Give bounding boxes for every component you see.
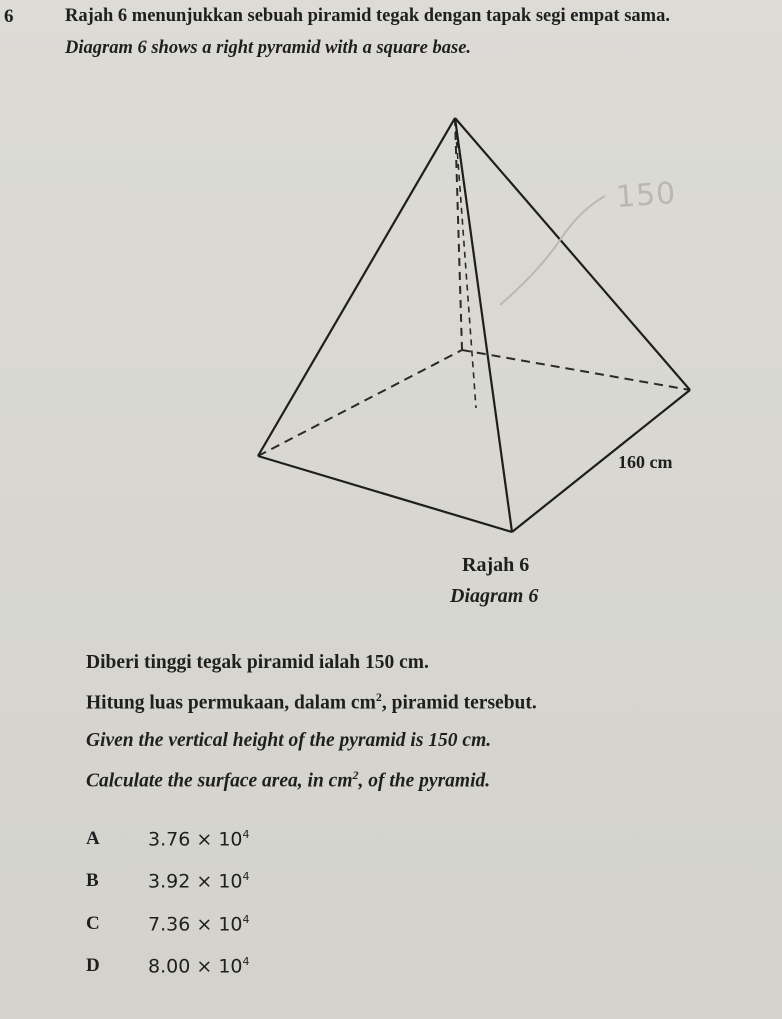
question-number: 6 <box>4 6 14 27</box>
hidden-base-edge-right <box>462 350 690 390</box>
height-line <box>455 120 476 408</box>
option-letter: D <box>86 955 100 976</box>
option-value: $3.76 \times 10^4$ <box>148 828 250 851</box>
question-text-english: Diagram 6 shows a right pyramid with a square base. <box>65 38 472 58</box>
lateral-edge-front <box>455 118 512 532</box>
given-english-line1: Given the vertical height of the pyramid is 150 cm. <box>86 730 492 751</box>
given-english-line2: Calculate the surface area, in $cm^2$, of the pyramid. <box>86 768 491 792</box>
option-letter: C <box>86 913 100 934</box>
caption-malay: Rajah 6 <box>462 554 530 576</box>
given-malay-line1: Diberi tinggi tegak piramid ialah 150 cm. <box>86 652 429 673</box>
option-letter: B <box>86 870 99 891</box>
option-letter: A <box>86 828 100 849</box>
base-edge-front-left <box>258 456 512 532</box>
question-text-malay: Rajah 6 menunjukkan sebuah piramid tegak dengan tapak segi empat sama. <box>65 6 670 26</box>
option-value: $7.36 \times 10^4$ <box>148 913 250 936</box>
option-value: $8.00 \times 10^4$ <box>148 955 250 978</box>
pencil-stroke <box>500 196 605 305</box>
base-edge-label: 160 cm <box>618 452 673 472</box>
given-malay-line2: Hitung luas permukaan, dalam $cm^2$, piramid tersebut. <box>86 690 537 714</box>
handwritten-note: 150 <box>614 175 678 216</box>
caption-english: Diagram 6 <box>450 585 539 607</box>
hidden-lateral-edge <box>455 118 462 350</box>
option-value: $3.92 \times 10^4$ <box>148 870 250 893</box>
lateral-edge-right <box>455 118 690 390</box>
